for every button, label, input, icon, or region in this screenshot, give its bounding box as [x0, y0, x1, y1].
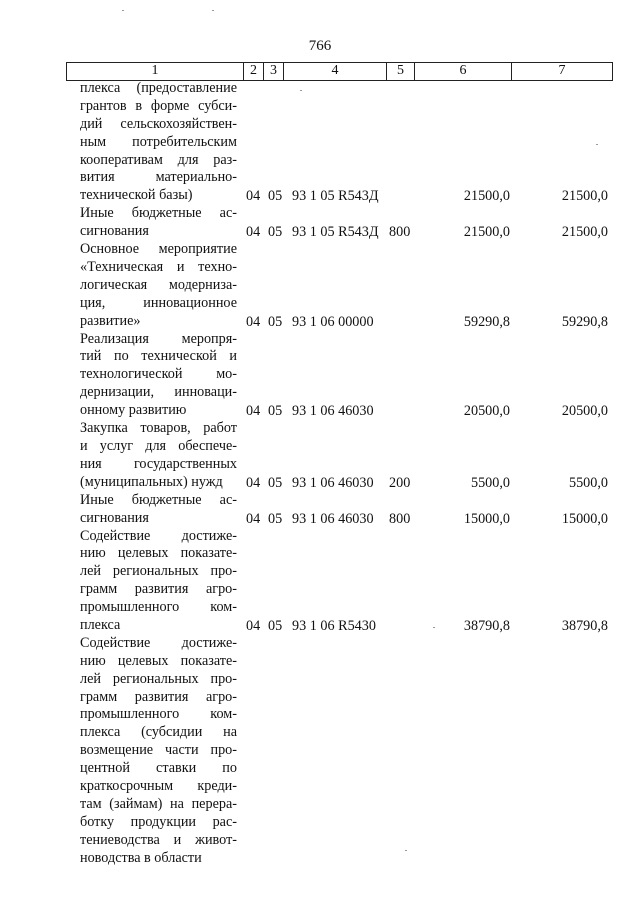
description-line: промышленного ком- — [80, 599, 237, 616]
description-line: грамм развития агро- — [80, 581, 237, 598]
target-article-code: 93 1 05 R543Д — [292, 224, 379, 241]
section-code: 04 — [246, 403, 261, 420]
description-line: Закупка товаров, работ — [80, 420, 237, 437]
row-values — [0, 510, 640, 528]
section-code: 04 — [246, 313, 261, 330]
section-code: 04 — [246, 188, 261, 205]
header-col-5: 5 — [386, 63, 414, 80]
subsection-code: 05 — [268, 188, 283, 205]
description-line: развитие» — [80, 312, 141, 329]
description-line: технической базы) — [80, 187, 193, 204]
row-values — [0, 474, 640, 492]
description-line: грамм развития агро- — [80, 688, 237, 705]
expense-type-code: 800 — [389, 224, 411, 241]
amount-col-7: 5500,0 — [568, 474, 608, 491]
subsection-code: 05 — [268, 474, 283, 491]
scan-speck — [122, 10, 124, 11]
description-line: кооперативам для раз- — [80, 151, 237, 168]
amount-col-7: 38790,8 — [561, 618, 608, 634]
target-article-code: 93 1 06 46030 — [292, 510, 374, 527]
description-line: центной ставки по — [80, 760, 237, 777]
subsection-code: 05 — [268, 618, 283, 634]
description-line: дий сельскохозяйствен- — [80, 115, 237, 132]
description-line: лей региональных про- — [80, 670, 237, 687]
expense-type-code: 800 — [389, 510, 411, 527]
description-line: Содействие достиже- — [80, 634, 237, 651]
amount-col-6: 38790,8 — [463, 618, 510, 634]
subsection-code: 05 — [268, 224, 283, 241]
amount-col-6: 5500,0 — [470, 474, 510, 491]
description-line: Иные бюджетные ас- — [80, 491, 237, 508]
row-values — [0, 223, 640, 241]
description-line: сигнования — [80, 223, 149, 240]
description-line: Основное мероприятие — [80, 241, 237, 258]
description-line: сигнования — [80, 509, 149, 526]
description-line: нию целевых показате- — [80, 652, 237, 669]
description-line: плекса — [80, 616, 121, 633]
description-line: Содействие достиже- — [80, 527, 237, 544]
description-line: грантов в форме субси- — [80, 97, 237, 114]
scan-speck — [300, 90, 302, 91]
amount-col-7: 20500,0 — [561, 403, 608, 420]
section-code: 04 — [246, 510, 261, 527]
scan-speck — [405, 850, 407, 851]
header-col-1: 1 — [66, 63, 243, 80]
description-line: Иные бюджетные ас- — [80, 205, 237, 222]
description-line: плекса (субсидии на — [80, 724, 237, 741]
header-col-6: 6 — [414, 63, 511, 80]
header-col-2: 2 — [243, 63, 263, 80]
row-values — [0, 850, 640, 868]
description-line: дернизации, инноваци- — [80, 384, 237, 401]
page-number: 766 — [308, 38, 332, 54]
header-col-3: 3 — [263, 63, 283, 80]
description-line: ботку продукции рас- — [80, 813, 237, 830]
description-line: (муниципальных) нужд — [80, 473, 223, 490]
subsection-code: 05 — [268, 403, 283, 420]
section-code: 04 — [246, 474, 261, 491]
table-header — [66, 62, 613, 81]
description-line: новодства в области — [80, 849, 202, 866]
section-code: 04 — [246, 224, 261, 241]
row-values — [0, 402, 640, 420]
target-article-code: 93 1 06 R5430 — [292, 618, 376, 634]
amount-col-7: 59290,8 — [561, 313, 608, 330]
scan-speck — [433, 627, 435, 628]
expense-type-code: 200 — [389, 474, 411, 491]
row-values — [0, 617, 640, 635]
target-article-code: 93 1 06 46030 — [292, 474, 374, 491]
subsection-code: 05 — [268, 510, 283, 527]
description-line: онному развитию — [80, 402, 187, 419]
section-code: 04 — [246, 618, 261, 634]
description-line: там (займам) на перера- — [80, 795, 237, 812]
description-line: краткосрочным креди- — [80, 778, 237, 795]
description-line: тениеводства и живот- — [80, 831, 237, 848]
amount-col-6: 21500,0 — [463, 188, 510, 205]
description-line: промышленного ком- — [80, 706, 237, 723]
description-line: нию целевых показате- — [80, 545, 237, 562]
header-col-7: 7 — [511, 63, 613, 80]
description-line: и услуг для обеспече- — [80, 437, 237, 454]
row-description — [80, 635, 237, 868]
scan-speck — [596, 144, 598, 145]
target-article-code: 93 1 05 R543Д — [292, 188, 379, 205]
amount-col-7: 15000,0 — [561, 510, 608, 527]
description-line: ным потребительским — [80, 133, 237, 150]
description-line: ция, инновационное — [80, 294, 237, 311]
description-line: возмещение части про- — [80, 742, 237, 759]
amount-col-6: 21500,0 — [463, 224, 510, 241]
amount-col-6: 20500,0 — [463, 403, 510, 420]
amount-col-6: 15000,0 — [463, 510, 510, 527]
target-article-code: 93 1 06 46030 — [292, 403, 374, 420]
row-values — [0, 187, 640, 205]
description-line: логическая модерниза- — [80, 276, 237, 293]
description-line: «Техническая и техно- — [80, 258, 237, 275]
description-line: Реализация меропря- — [80, 330, 237, 347]
description-line: вития материально- — [80, 169, 237, 186]
amount-col-7: 21500,0 — [561, 224, 608, 241]
target-article-code: 93 1 06 00000 — [292, 313, 374, 330]
description-line: ния государственных — [80, 455, 237, 472]
amount-col-6: 59290,8 — [463, 313, 510, 330]
scan-speck — [212, 10, 214, 11]
header-col-4: 4 — [283, 63, 386, 80]
description-line: плекса (предоставление — [80, 80, 237, 96]
description-line: лей региональных про- — [80, 563, 237, 580]
amount-col-7: 21500,0 — [561, 188, 608, 205]
description-line: технологической мо- — [80, 366, 237, 383]
description-line: тий по технической и — [80, 348, 237, 365]
subsection-code: 05 — [268, 313, 283, 330]
row-values — [0, 313, 640, 331]
